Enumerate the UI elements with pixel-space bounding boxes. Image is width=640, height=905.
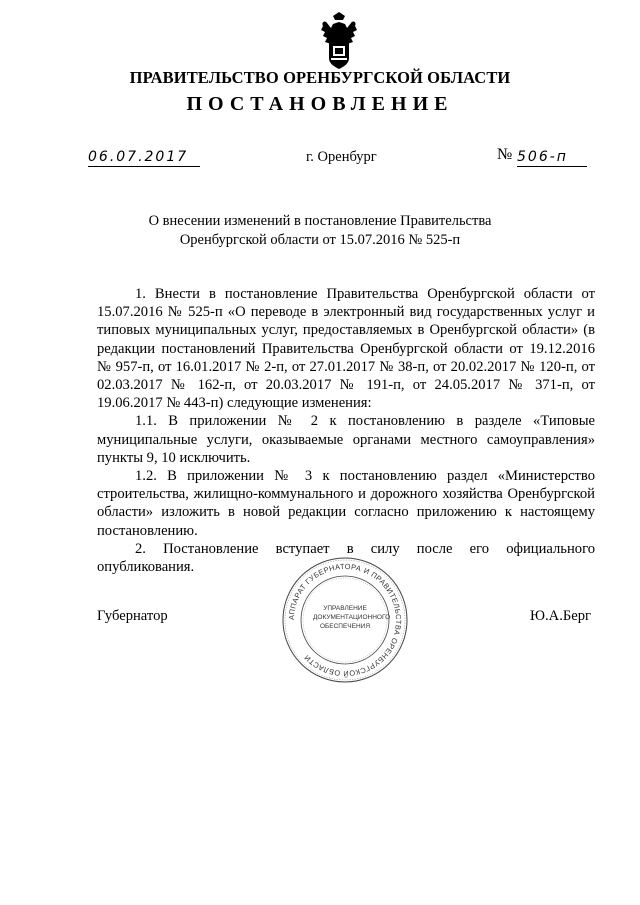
subject-line-1: О внесении изменений в постановление Правительства [148, 213, 492, 229]
body-paragraph-3: 1.2. В приложении № 3 к постановлению раздел «Министерство строительства, жилищно-коммунального и дорожного хозяйства Оренбургской области» изложить в новой редакции согласно приложению к настоящему постановлению. [97, 468, 595, 539]
document-number: 506-п [517, 148, 587, 167]
stamp-line-2: ДОКУМЕНТАЦИОННОГО [313, 614, 391, 621]
document-date: 06.07.2017 [88, 148, 200, 167]
document-city: г. Оренбург [306, 149, 377, 165]
document-body [97, 285, 595, 576]
stamp-ring-text: АППАРАТ ГУБЕРНАТОРА И ПРАВИТЕЛЬСТВА ОРЕНБУРГСКОЙ ОБЛАСТИ [286, 561, 404, 679]
body-paragraph-2: 1.1. В приложении № 2 к постановлению в разделе «Типовые муниципальные услуги, оказываемые органами местного самоуправления» пункты 9, 10 исключить. [97, 413, 595, 466]
body-paragraph-4: 2. Постановление вступает в силу после его официального опубликования. [97, 540, 595, 576]
coat-of-arms-icon [317, 12, 361, 70]
signer-title: Губернатор [97, 608, 168, 624]
document-type: ПОСТАНОВЛЕНИЕ [186, 93, 454, 115]
document-number-label: № [497, 146, 513, 163]
organization-title: ПРАВИТЕЛЬСТВО ОРЕНБУРГСКОЙ ОБЛАСТИ [129, 68, 511, 87]
stamp-line-1: УПРАВЛЕНИЕ [323, 605, 367, 612]
stamp-center-text [313, 604, 391, 631]
signer-name: Ю.А.Берг [530, 608, 591, 624]
body-paragraph-1: 1. Внести в постановление Правительства Оренбургской области от 15.07.2016 № 525-п «О переводе в электронный вид государственных услуг и типовых муниципальных услуг, предоставляемых в Оренбургской области» (в редакции постановлений Правительства Оренбургской области от 19.12.2016 № 957-п, от 16.01.2017 № 2-п, от 27.01.2017 № 38-п, от 20.02.2017 № 120-п, от 02.03.2017 № 162-п, от 20.03.2017 № 191-п, от 24.05.2017 № 371-п, от 19.06.2017 № 443-п) следующие изменения: [97, 286, 595, 412]
subject-line-2: Оренбургской области от 15.07.2016 № 525-п [179, 232, 461, 248]
stamp-line-3: ОБЕСПЕЧЕНИЯ [319, 623, 371, 630]
official-stamp [280, 555, 410, 685]
document-subject [100, 212, 540, 250]
